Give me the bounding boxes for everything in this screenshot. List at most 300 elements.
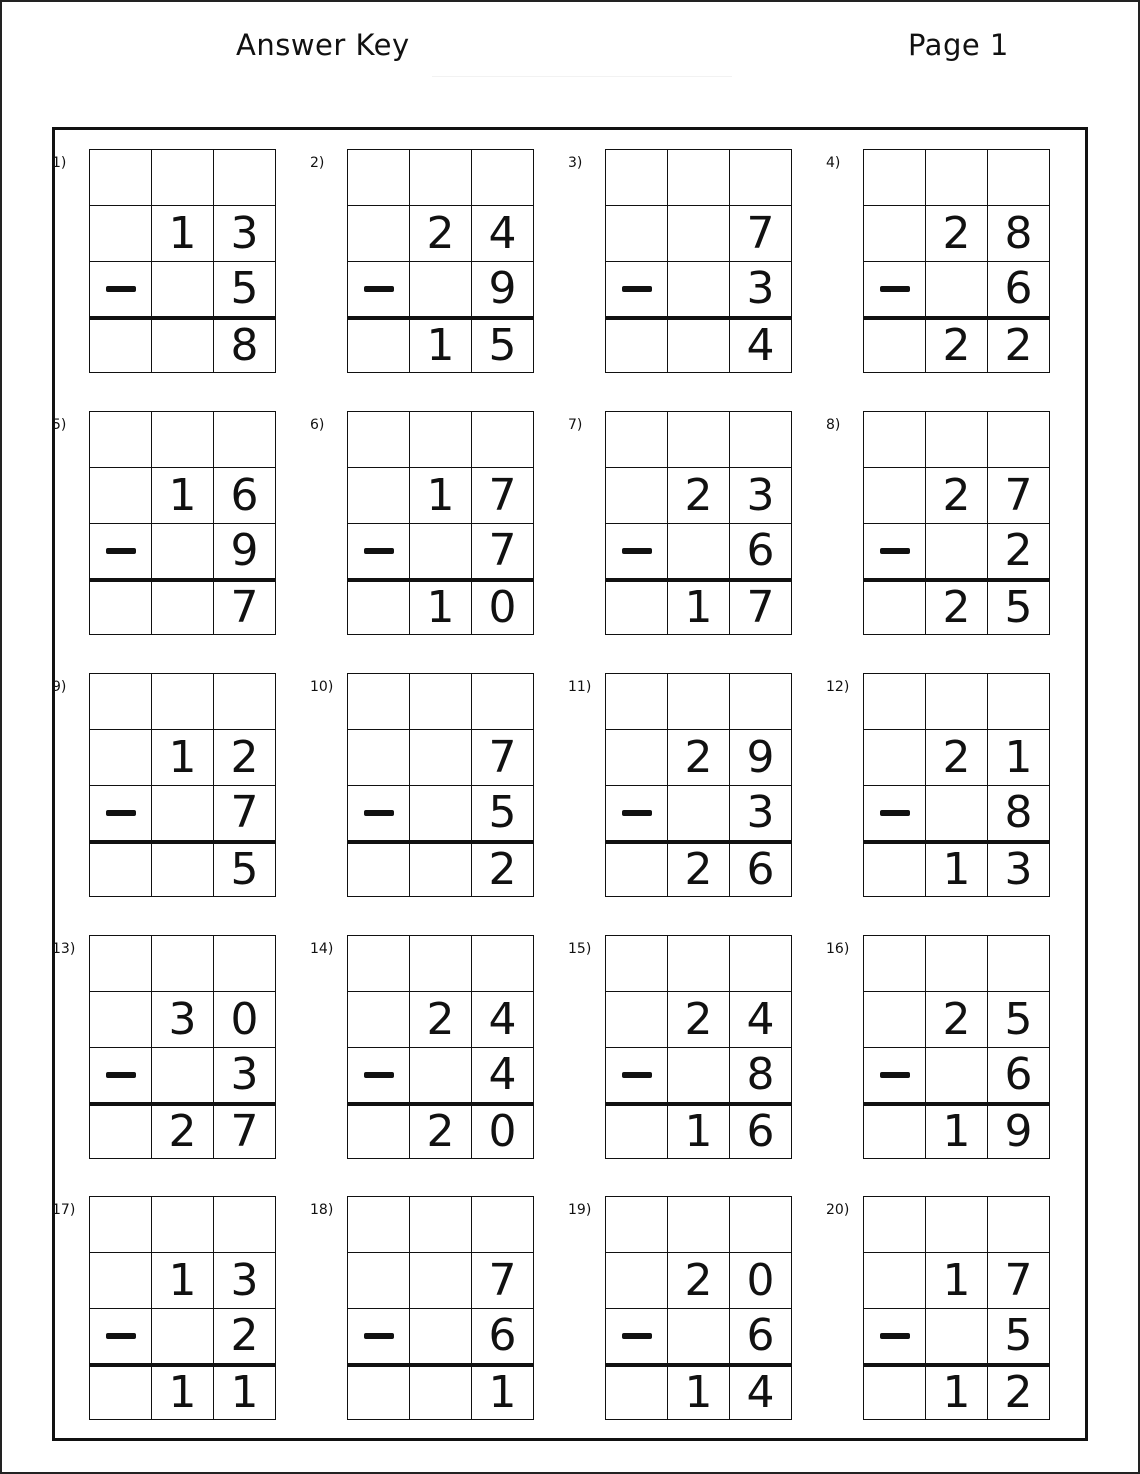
carry-cell (925, 412, 987, 467)
carry-cell (864, 674, 925, 729)
problem-13 (52, 935, 282, 1159)
answer-digit: 7 (213, 578, 275, 634)
problem-grid-box (347, 149, 534, 373)
problem-14 (310, 935, 540, 1159)
problem-number: 8) (826, 417, 841, 433)
page-title: Answer Key (236, 28, 410, 62)
carry-cell (409, 150, 471, 205)
carry-cell (409, 1197, 471, 1252)
minuend-digit (409, 1252, 471, 1308)
minus-sign (90, 523, 151, 578)
minus-sign (348, 1308, 409, 1363)
carry-cell (348, 1197, 409, 1252)
carry-cell (151, 150, 213, 205)
subtrahend-digit: 9 (471, 261, 533, 316)
minus-icon (880, 548, 910, 554)
carry-cell (606, 936, 667, 991)
carry-cell (667, 150, 729, 205)
answer-digit (348, 578, 409, 634)
problem-grid-box (863, 673, 1050, 897)
answer-digit: 6 (729, 1102, 791, 1158)
carry-cell (409, 936, 471, 991)
problem-5 (52, 411, 282, 635)
minuend-digit: 2 (667, 1252, 729, 1308)
problem-15 (568, 935, 798, 1159)
answer-digit: 8 (213, 316, 275, 372)
carry-cell (90, 936, 151, 991)
answer-digit: 2 (151, 1102, 213, 1158)
carry-cell (90, 412, 151, 467)
minuend-digit (606, 729, 667, 785)
carry-cell (729, 936, 791, 991)
minuend-digit: 9 (729, 729, 791, 785)
carry-cell (667, 1197, 729, 1252)
carry-cell (90, 150, 151, 205)
minus-sign (348, 523, 409, 578)
minus-sign (606, 261, 667, 316)
minuend-digit (864, 729, 925, 785)
minuend-digit (348, 991, 409, 1047)
carry-cell (90, 1197, 151, 1252)
carry-cell (471, 150, 533, 205)
minus-icon (880, 1072, 910, 1078)
minuend-digit (348, 729, 409, 785)
answer-digit (90, 578, 151, 634)
problem-grid-box (863, 411, 1050, 635)
problem-grid-box (863, 935, 1050, 1159)
problem-grid-box (347, 1196, 534, 1420)
problem-grid-box (605, 1196, 792, 1420)
answer-digit: 1 (667, 578, 729, 634)
problem-7 (568, 411, 798, 635)
carry-cell (151, 412, 213, 467)
subtrahend-digit (667, 261, 729, 316)
minuend-digit: 0 (213, 991, 275, 1047)
minuend-digit (90, 1252, 151, 1308)
carry-cell (348, 674, 409, 729)
answer-digit (864, 316, 925, 372)
minus-sign (864, 523, 925, 578)
subtrahend-digit (667, 785, 729, 840)
carry-cell (925, 150, 987, 205)
problem-number: 7) (568, 417, 583, 433)
minuend-digit: 1 (151, 467, 213, 523)
answer-digit: 1 (471, 1363, 533, 1419)
subtrahend-digit: 9 (213, 523, 275, 578)
answer-digit: 1 (151, 1363, 213, 1419)
carry-cell (729, 412, 791, 467)
subtrahend-digit: 2 (213, 1308, 275, 1363)
carry-cell (213, 1197, 275, 1252)
answer-digit (409, 840, 471, 896)
subtrahend-digit (409, 1047, 471, 1102)
minus-sign (348, 785, 409, 840)
minuend-digit: 2 (213, 729, 275, 785)
problem-grid-box (605, 935, 792, 1159)
subtrahend-digit (925, 785, 987, 840)
carry-cell (987, 674, 1049, 729)
minuend-digit: 1 (151, 1252, 213, 1308)
carry-cell (151, 674, 213, 729)
carry-cell (409, 412, 471, 467)
problem-number: 20) (826, 1202, 850, 1218)
answer-digit (606, 1363, 667, 1419)
problem-17 (52, 1196, 282, 1420)
answer-digit: 1 (925, 1363, 987, 1419)
minus-icon (622, 810, 652, 816)
problem-16 (826, 935, 1056, 1159)
carry-cell (987, 1197, 1049, 1252)
problem-grid-box (89, 935, 276, 1159)
answer-digit (864, 840, 925, 896)
subtrahend-digit: 8 (987, 785, 1049, 840)
minuend-digit: 2 (925, 991, 987, 1047)
answer-digit: 1 (213, 1363, 275, 1419)
subtrahend-digit: 5 (987, 1308, 1049, 1363)
minus-sign (864, 785, 925, 840)
minus-icon (364, 286, 394, 292)
problem-1 (52, 149, 282, 373)
answer-digit (90, 316, 151, 372)
carry-cell (471, 412, 533, 467)
minuend-digit: 3 (213, 1252, 275, 1308)
answer-digit (864, 1363, 925, 1419)
minus-icon (622, 1333, 652, 1339)
problem-2 (310, 149, 540, 373)
carry-cell (864, 1197, 925, 1252)
carry-cell (987, 936, 1049, 991)
minus-icon (880, 810, 910, 816)
answer-digit: 1 (409, 316, 471, 372)
answer-digit: 1 (667, 1102, 729, 1158)
problem-number: 10) (310, 679, 334, 695)
carry-cell (348, 150, 409, 205)
minuend-digit: 4 (471, 991, 533, 1047)
problem-grid-box (863, 1196, 1050, 1420)
minuend-digit: 1 (409, 467, 471, 523)
problem-grid-box (605, 149, 792, 373)
problem-number: 11) (568, 679, 592, 695)
problem-12 (826, 673, 1056, 897)
answer-digit: 7 (213, 1102, 275, 1158)
answer-digit: 5 (213, 840, 275, 896)
subtrahend-digit (151, 261, 213, 316)
answer-digit: 4 (729, 316, 791, 372)
carry-cell (213, 150, 275, 205)
carry-cell (606, 150, 667, 205)
subtrahend-digit: 3 (729, 261, 791, 316)
answer-digit: 1 (667, 1363, 729, 1419)
minus-sign (606, 1308, 667, 1363)
subtrahend-digit: 6 (987, 261, 1049, 316)
minuend-digit (90, 205, 151, 261)
answer-digit: 2 (925, 316, 987, 372)
problem-number: 17) (52, 1202, 76, 1218)
subtrahend-digit (151, 1308, 213, 1363)
answer-digit (348, 1363, 409, 1419)
subtrahend-digit (409, 1308, 471, 1363)
problem-18 (310, 1196, 540, 1420)
minuend-digit (606, 1252, 667, 1308)
problem-number: 3) (568, 155, 583, 171)
subtrahend-digit: 4 (471, 1047, 533, 1102)
minuend-digit (90, 991, 151, 1047)
answer-digit (667, 316, 729, 372)
problem-number: 14) (310, 941, 334, 957)
minuend-digit (667, 205, 729, 261)
carry-cell (864, 150, 925, 205)
answer-digit: 2 (667, 840, 729, 896)
subtrahend-digit: 7 (471, 523, 533, 578)
answer-digit (348, 840, 409, 896)
minuend-digit: 2 (925, 205, 987, 261)
carry-cell (213, 674, 275, 729)
carry-cell (667, 936, 729, 991)
subtrahend-digit: 6 (729, 1308, 791, 1363)
answer-digit: 0 (471, 1102, 533, 1158)
subtrahend-digit (667, 1308, 729, 1363)
problem-grid-box (89, 411, 276, 635)
minuend-digit: 3 (151, 991, 213, 1047)
minuend-digit: 2 (409, 205, 471, 261)
answer-digit (151, 840, 213, 896)
answer-digit (348, 316, 409, 372)
minuend-digit (348, 467, 409, 523)
problem-number: 2) (310, 155, 325, 171)
minus-icon (106, 1072, 136, 1078)
answer-digit: 5 (471, 316, 533, 372)
subtrahend-digit: 8 (729, 1047, 791, 1102)
minus-icon (106, 810, 136, 816)
answer-digit (90, 1102, 151, 1158)
carry-cell (864, 412, 925, 467)
subtrahend-digit (151, 523, 213, 578)
carry-cell (925, 1197, 987, 1252)
minus-sign (864, 1308, 925, 1363)
minuend-digit: 1 (151, 205, 213, 261)
carry-cell (606, 412, 667, 467)
minuend-digit (90, 467, 151, 523)
subtrahend-digit (667, 1047, 729, 1102)
minus-icon (622, 286, 652, 292)
minuend-digit: 0 (729, 1252, 791, 1308)
minus-sign (348, 261, 409, 316)
minuend-digit: 5 (987, 991, 1049, 1047)
minuend-digit: 3 (729, 467, 791, 523)
carry-cell (471, 936, 533, 991)
carry-cell (729, 674, 791, 729)
minus-sign (606, 785, 667, 840)
answer-digit: 2 (409, 1102, 471, 1158)
minuend-digit (864, 467, 925, 523)
problem-grid-box (89, 149, 276, 373)
problem-number: 4) (826, 155, 841, 171)
minuend-digit: 1 (925, 1252, 987, 1308)
answer-digit: 2 (471, 840, 533, 896)
minuend-digit: 3 (213, 205, 275, 261)
carry-cell (987, 412, 1049, 467)
minus-icon (880, 286, 910, 292)
minus-sign (90, 1047, 151, 1102)
problem-number: 15) (568, 941, 592, 957)
minuend-digit: 7 (729, 205, 791, 261)
problem-20 (826, 1196, 1056, 1420)
answer-digit: 1 (409, 578, 471, 634)
subtrahend-digit: 6 (471, 1308, 533, 1363)
carry-cell (667, 674, 729, 729)
carry-cell (151, 1197, 213, 1252)
minuend-digit (606, 467, 667, 523)
answer-digit: 4 (729, 1363, 791, 1419)
problem-3 (568, 149, 798, 373)
subtrahend-digit (151, 785, 213, 840)
answer-digit (864, 1102, 925, 1158)
minus-icon (364, 1072, 394, 1078)
carry-cell (864, 936, 925, 991)
subtrahend-digit (925, 1047, 987, 1102)
minuend-digit: 7 (471, 729, 533, 785)
minus-sign (348, 1047, 409, 1102)
problem-number: 18) (310, 1202, 334, 1218)
problem-11 (568, 673, 798, 897)
carry-cell (729, 1197, 791, 1252)
minus-sign (90, 785, 151, 840)
problem-9 (52, 673, 282, 897)
answer-digit (606, 840, 667, 896)
minuend-digit: 2 (667, 991, 729, 1047)
carry-cell (213, 412, 275, 467)
subtrahend-digit (409, 261, 471, 316)
subtrahend-digit (409, 785, 471, 840)
carry-cell (729, 150, 791, 205)
minus-icon (106, 1333, 136, 1339)
problem-number: 12) (826, 679, 850, 695)
minuend-digit: 7 (471, 467, 533, 523)
minuend-digit: 7 (987, 1252, 1049, 1308)
minuend-digit: 2 (409, 991, 471, 1047)
minus-sign (606, 1047, 667, 1102)
minuend-digit (409, 729, 471, 785)
answer-digit (90, 1363, 151, 1419)
subtrahend-digit: 2 (987, 523, 1049, 578)
minuend-digit (606, 205, 667, 261)
answer-digit: 1 (925, 1102, 987, 1158)
subtrahend-digit: 6 (987, 1047, 1049, 1102)
subtrahend-digit: 5 (213, 261, 275, 316)
carry-cell (471, 674, 533, 729)
problem-19 (568, 1196, 798, 1420)
minuend-digit: 1 (987, 729, 1049, 785)
minus-icon (106, 286, 136, 292)
answer-digit: 9 (987, 1102, 1049, 1158)
problem-4 (826, 149, 1056, 373)
minus-icon (622, 548, 652, 554)
problem-10 (310, 673, 540, 897)
minuend-digit: 1 (151, 729, 213, 785)
answer-digit (606, 578, 667, 634)
problem-number: 9) (52, 679, 67, 695)
problem-6 (310, 411, 540, 635)
carry-cell (409, 674, 471, 729)
minus-sign (606, 523, 667, 578)
minuend-digit: 6 (213, 467, 275, 523)
answer-digit (864, 578, 925, 634)
minuend-digit (864, 1252, 925, 1308)
subtrahend-digit (667, 523, 729, 578)
subtrahend-digit (925, 523, 987, 578)
answer-digit: 5 (987, 578, 1049, 634)
problem-8 (826, 411, 1056, 635)
minuend-digit: 4 (471, 205, 533, 261)
answer-digit: 7 (729, 578, 791, 634)
minuend-digit: 7 (471, 1252, 533, 1308)
minus-sign (864, 261, 925, 316)
problem-number: 5) (52, 417, 67, 433)
answer-digit (90, 840, 151, 896)
answer-digit: 2 (987, 316, 1049, 372)
minuend-digit (348, 1252, 409, 1308)
carry-cell (606, 674, 667, 729)
problem-number: 6) (310, 417, 325, 433)
problem-number: 16) (826, 941, 850, 957)
minuend-digit: 8 (987, 205, 1049, 261)
carry-cell (987, 150, 1049, 205)
problem-grid-box (347, 411, 534, 635)
minuend-digit: 2 (925, 729, 987, 785)
carry-cell (471, 1197, 533, 1252)
minuend-digit: 2 (667, 729, 729, 785)
minuend-digit (864, 991, 925, 1047)
minuend-digit: 2 (925, 467, 987, 523)
problem-grid-box (347, 673, 534, 897)
minuend-digit (348, 205, 409, 261)
carry-cell (90, 674, 151, 729)
answer-digit: 2 (925, 578, 987, 634)
subtrahend-digit: 3 (729, 785, 791, 840)
minuend-digit (90, 729, 151, 785)
minuend-digit: 4 (729, 991, 791, 1047)
subtrahend-digit (925, 1308, 987, 1363)
subtrahend-digit: 7 (213, 785, 275, 840)
answer-digit (606, 1102, 667, 1158)
answer-digit (606, 316, 667, 372)
answer-digit (409, 1363, 471, 1419)
carry-cell (667, 412, 729, 467)
problem-grid-box (89, 673, 276, 897)
problem-number: 13) (52, 941, 76, 957)
minus-icon (364, 1333, 394, 1339)
answer-digit (151, 578, 213, 634)
answer-digit (348, 1102, 409, 1158)
minuend-digit (864, 205, 925, 261)
minus-icon (364, 548, 394, 554)
carry-cell (348, 936, 409, 991)
problem-grid-box (89, 1196, 276, 1420)
minus-icon (106, 548, 136, 554)
carry-cell (151, 936, 213, 991)
answer-digit: 1 (925, 840, 987, 896)
carry-cell (925, 674, 987, 729)
problem-number: 19) (568, 1202, 592, 1218)
answer-digit: 2 (987, 1363, 1049, 1419)
answer-digit (151, 316, 213, 372)
minuend-digit: 2 (667, 467, 729, 523)
subtrahend-digit (151, 1047, 213, 1102)
carry-cell (925, 936, 987, 991)
minus-icon (622, 1072, 652, 1078)
minus-icon (364, 810, 394, 816)
answer-digit: 3 (987, 840, 1049, 896)
